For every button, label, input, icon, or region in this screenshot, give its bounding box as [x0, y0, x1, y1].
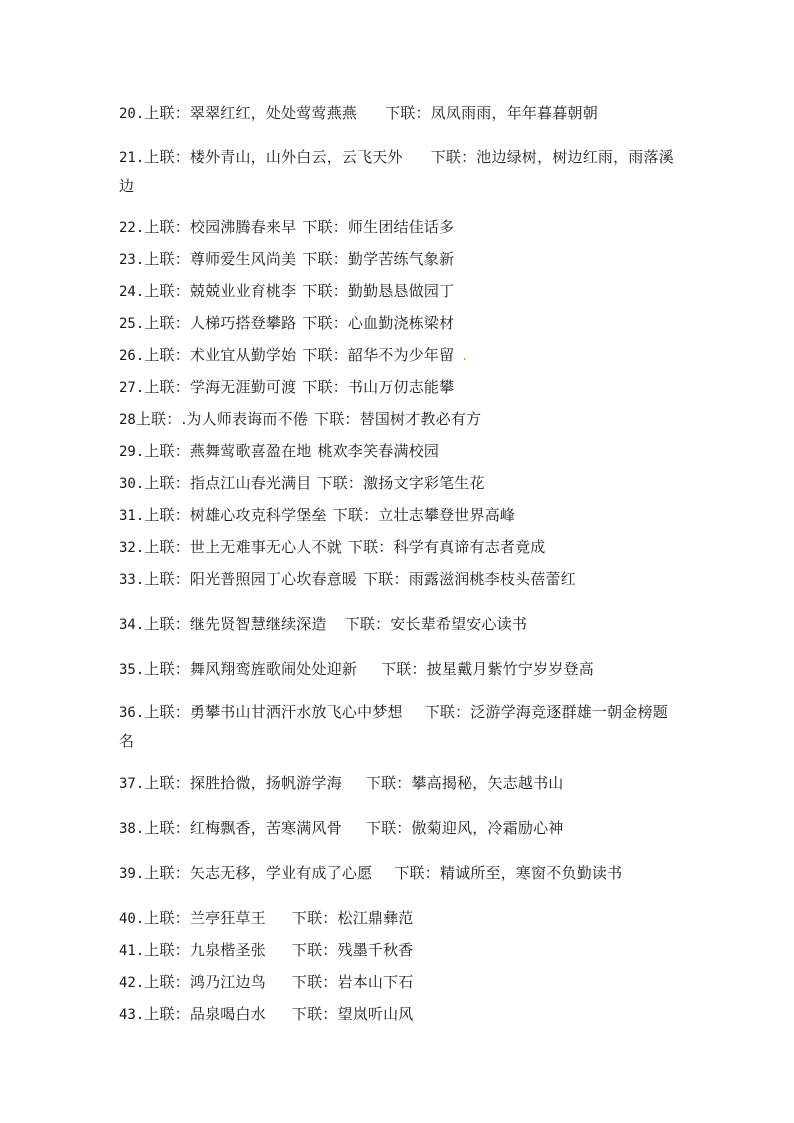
couplet-line: 38.上联：红梅飘香，苦寒满风骨 下联：傲菊迎风，冷霜励心神 [119, 819, 564, 837]
couplet-line: 35.上联：舞风翔鸾旌歌闹处处迎新 下联：披星戴月紫竹宁岁岁登高 [119, 660, 594, 678]
couplet-line: 27.上联：学海无涯勤可渡 下联：书山万仞志能攀 [119, 378, 455, 396]
couplet-line: 28上联：.为人师表诲而不倦 下联：替国树才教必有方 [119, 410, 482, 428]
couplet-line: 25.上联：人梯巧搭登攀路 下联：心血勤浇栋梁材 [119, 314, 455, 332]
stray-dot: . [462, 346, 468, 364]
couplet-line: 24.上联：兢兢业业育桃李 下联：勤勤恳恳做园丁 [119, 282, 455, 300]
couplet-line: 21.上联：楼外青山，山外白云，云飞天外 下联：池边绿树，树边红雨，雨落溪边 [119, 148, 674, 195]
couplet-line: 32.上联：世上无难事无心人不就 下联：科学有真谛有志者竟成 [119, 538, 546, 556]
couplet-line: 43.上联：品泉喝白水 下联：望岚听山风 [119, 1005, 414, 1023]
couplet-line: 31.上联：树雄心攻克科学堡垒 下联：立壮志攀登世界高峰 [119, 506, 516, 524]
document-page [119, 98, 679, 1026]
couplet-line: 34.上联：继先贤智慧继续深造 下联：安长辈希望安心读书 [119, 615, 528, 633]
couplet-line: 26.上联：术业宜从勤学始 下联：韶华不为少年留 . [119, 346, 468, 364]
couplet-line: 23.上联：尊师爱生风尚美 下联：勤学苦练气象新 [119, 250, 455, 268]
couplet-line: 30.上联：指点江山春光满目 下联：激扬文字彩笔生花 [119, 474, 485, 492]
couplet-line: 41.上联：九泉楷圣张 下联：残墨千秋香 [119, 941, 414, 959]
couplet-line: 39.上联：矢志无移，学业有成了心愿 下联：精诚所至，寒窗不负勤读书 [119, 864, 623, 882]
couplet-line: 33.上联：阳光普照园丁心坎春意暖 下联：雨露滋润桃李枝头蓓蕾红 [119, 570, 576, 588]
couplet-line: 20.上联：翠翠红红，处处莺莺燕燕 下联：凤凤雨雨，年年暮暮朝朝 [119, 104, 598, 122]
couplet-line: 42.上联：鸿乃江边鸟 下联：岩本山下石 [119, 973, 414, 991]
couplet-line: 37.上联：探胜拾微，扬帆游学海 下联：攀高揭秘，矢志越书山 [119, 774, 564, 792]
couplet-line: 29.上联：燕舞莺歌喜盈在地 桃欢李笑春满校园 [119, 442, 440, 460]
couplet-line: 40.上联：兰亭狂草王 下联：松江鼎彝范 [119, 909, 414, 927]
couplet-line: 22.上联：校园沸腾春来早 下联：师生团结佳话多 [119, 218, 455, 236]
couplet-line: 36.上联：勇攀书山甘洒汗水放飞心中梦想 下联：泛游学海竞逐群雄一朝金榜题名 [119, 703, 668, 750]
